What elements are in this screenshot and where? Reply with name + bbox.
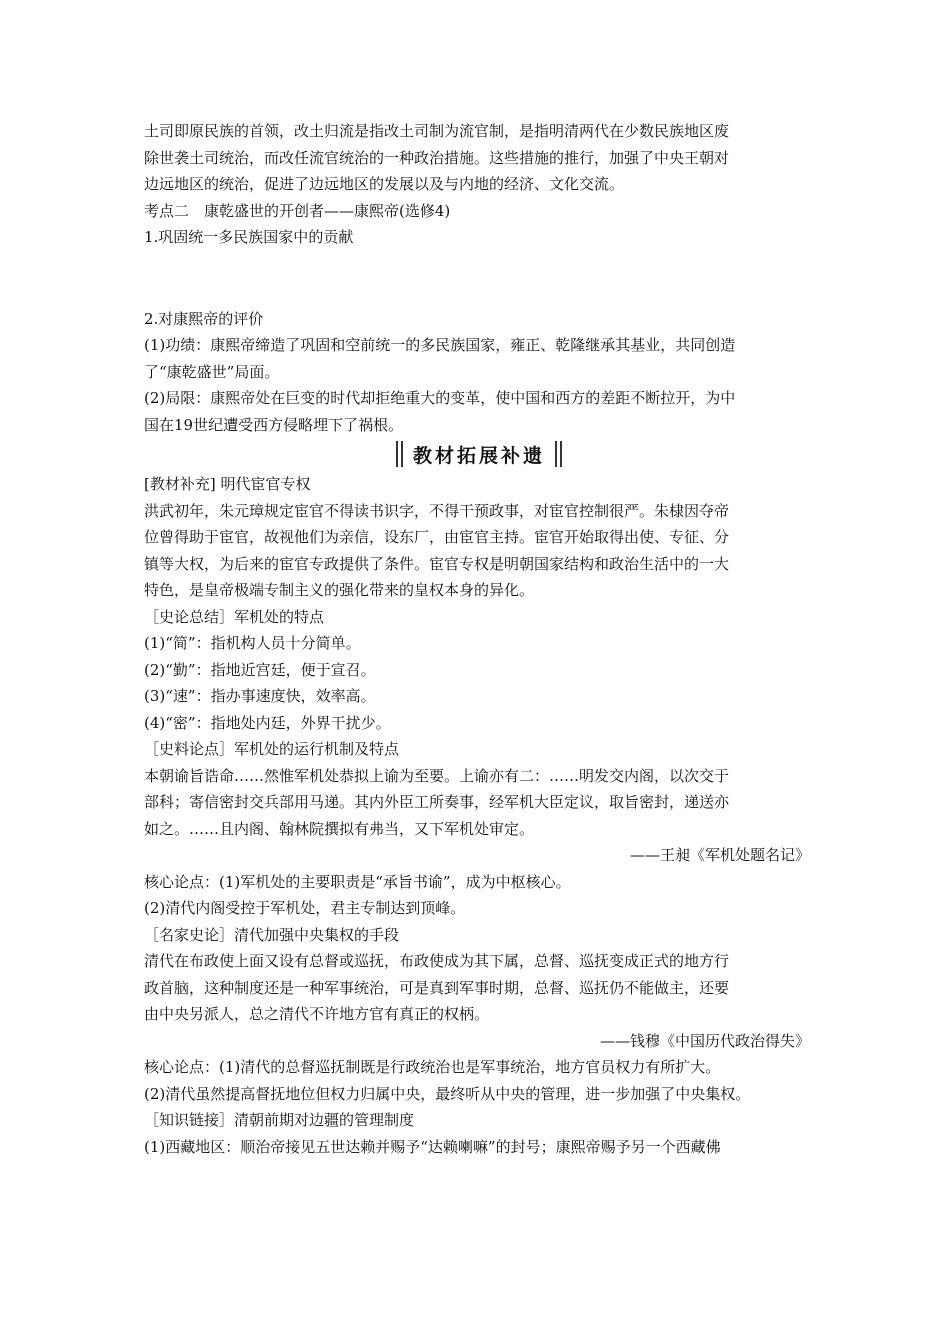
item2-line-1: (1)功绩：康熙帝缔造了巩固和空前统一的多民族国家，雍正、乾隆继承其基业，共同创造: [144, 336, 736, 354]
intro-line-1: 土司即原民族的首领，改土归流是指改土司制为流官制，是指明清两代在少数民族地区废: [144, 122, 730, 140]
source-title: ［史料论点］军机处的运行机制及特点: [144, 740, 400, 758]
link-line-1: (1)西藏地区：顺治帝接见五世达赖并赐予“达赖喇嘛”的封号；康熙帝赐予另一个西藏佛: [144, 1137, 721, 1156]
summary-line-2: (2)“勤”：指地近宫廷，便于宣召。: [144, 660, 376, 679]
topic-title: 考点二 康乾盛世的开创者——康熙帝(选修4): [144, 201, 451, 220]
source-core-line-2: (2)清代内阁受控于军机处，君主专制达到顶峰。: [144, 899, 466, 917]
banner-bar-right-inner: [555, 441, 557, 467]
section-banner: [144, 441, 814, 467]
supplement-line-1: 洪武初年，朱元璋规定宦官不得读书识字，不得干预政事，对宦官控制很严。朱棣因夺帝: [144, 501, 730, 520]
supplement-line-3: 镇等大权，为后来的宦官专政提供了条件。宦官专权是明朝国家结构和政治生活中的一大: [144, 554, 730, 573]
source-line-3: 如之。……且内阁、翰林院撰拟有弗当，又下军机处审定。: [144, 819, 535, 838]
supplement-title: [教材补充] 明代宦官专权: [144, 475, 311, 493]
source-line-2: 部科；寄信密封交兵部用马递。其内外臣工所奏事，经军机大臣定议，取旨密封，递送亦: [144, 793, 730, 811]
scholar-line-3: 由中央另派人，总之清代不许地方官有真正的权柄。: [144, 1005, 490, 1023]
scholar-core-line-1: 核心论点：(1)清代的总督巡抚制既是行政统治也是军事统治，地方官员权力有所扩大。: [144, 1058, 721, 1076]
intro-line-2: 除世袭土司统治，而改任流官统治的一种政治措施。这些措施的推行，加强了中央王朝对: [144, 148, 730, 167]
banner-title: 教材拓展补遗: [412, 444, 545, 467]
banner-bar-left-inner: [401, 441, 403, 467]
source-core-line-1: 核心论点：(1)军机处的主要职责是“承旨书谕”，成为中枢核心。: [144, 872, 571, 891]
banner-box: [395, 441, 563, 467]
item2-title: 2.对康熙帝的评价: [144, 309, 264, 328]
blank-space: [144, 251, 814, 306]
source-line-1: 本朝谕旨诰命……然惟军机处恭拟上谕为至要。上谕亦有二：……明发交内阁，以次交于: [144, 766, 730, 785]
supplement-line-2: 位曾得助于宦官，故视他们为亲信，设东厂，由宦官主持。宦官开始取得出使、专征、分: [144, 528, 730, 546]
scholar-title: ［名家史论］清代加强中央集权的手段: [144, 925, 400, 944]
intro-line-3: 边远地区的统治，促进了边远地区的发展以及与内地的经济、文化交流。: [144, 175, 625, 193]
link-title: ［知识链接］清朝前期对边疆的管理制度: [144, 1111, 415, 1129]
source-attribution: ——王昶《军机处题名记》: [629, 846, 810, 864]
item2-line-4: 国在19世纪遭受西方侵略埋下了祸根。: [144, 415, 404, 434]
summary-line-4: (4)“密”：指地处内廷，外界干扰少。: [144, 713, 391, 732]
item2-line-3: (2)局限：康熙帝处在巨变的时代却拒绝重大的变革，使中国和西方的差距不断拉开，为中: [144, 389, 736, 407]
supplement-line-4: 特色，是皇帝极端专制主义的强化带来的皇权本身的异化。: [144, 581, 535, 599]
item2-line-2: 了“康乾盛世”局面。: [144, 362, 280, 381]
scholar-attribution: ——钱穆《中国历代政治得失》: [599, 1031, 810, 1050]
scholar-line-2: 政首脑，这种制度还是一种军事统治，可是真到军事时期，总督、巡抚仍不能做主，还要: [144, 978, 730, 997]
item1-title: 1.巩固统一多民族国家中的贡献: [144, 228, 354, 246]
scholar-line-1: 清代在布政使上面又设有总督或巡抚，布政使成为其下属，总督、巡抚变成正式的地方行: [144, 952, 730, 970]
scholar-core-line-2: (2)清代虽然提高督抚地位但权力归属中央，最终听从中央的管理，进一步加强了中央集权。: [144, 1084, 751, 1103]
banner-bar-right-outer: [560, 441, 562, 467]
document-page: [144, 118, 814, 1160]
summary-line-1: (1)“简”：指机构人员十分简单。: [144, 634, 361, 652]
summary-line-3: (3)“速”：指办事速度快，效率高。: [144, 687, 376, 705]
summary-title: ［史论总结］军机处的特点: [144, 607, 325, 626]
banner-bar-left-outer: [396, 441, 398, 467]
